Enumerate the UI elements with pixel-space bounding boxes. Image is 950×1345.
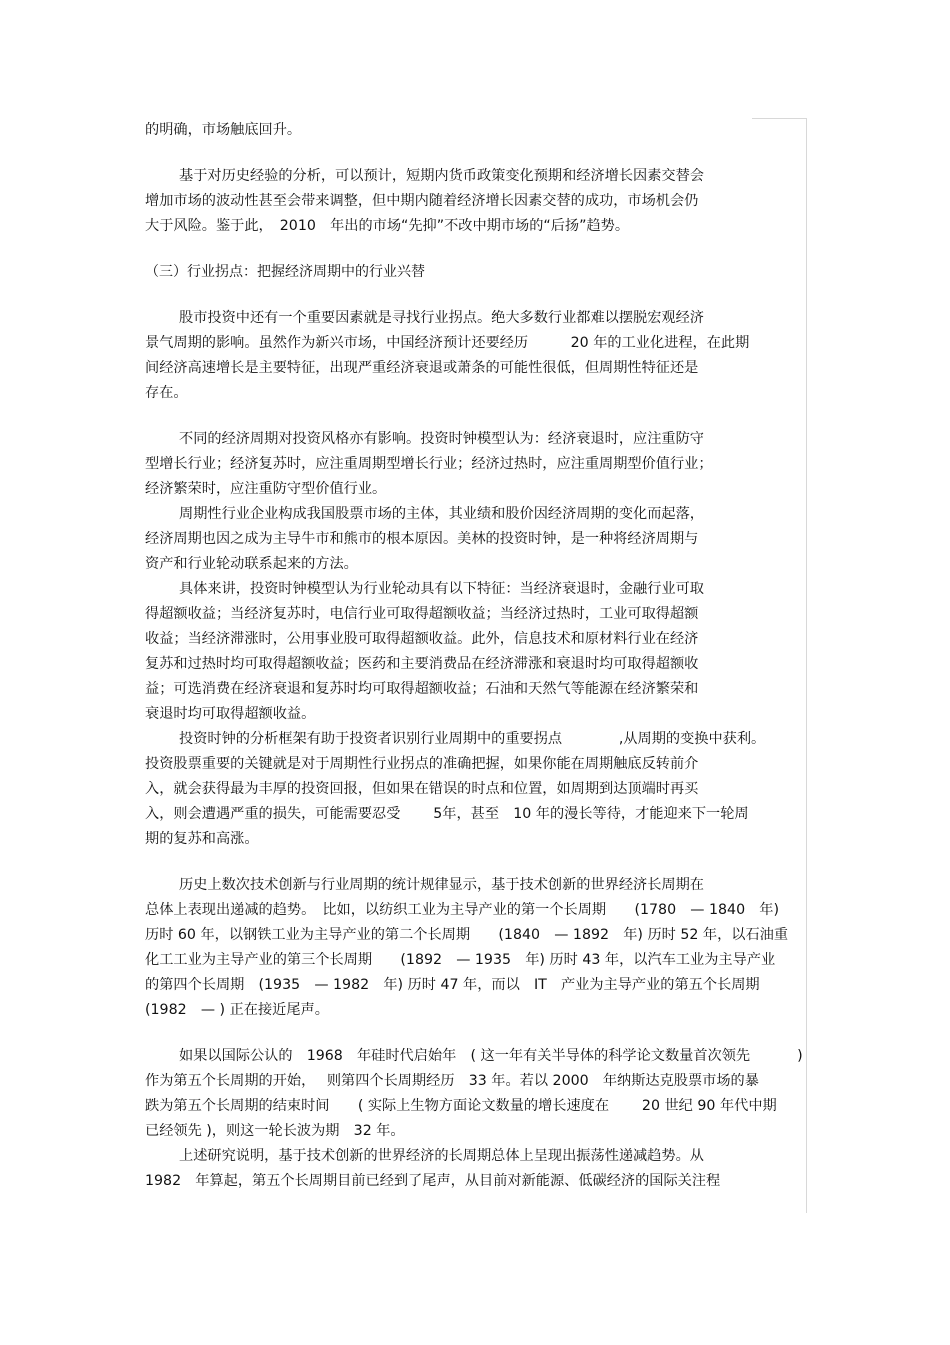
text-line: (1982 — ) 正在接近尾声。 — [145, 1002, 329, 1018]
text-line: 得超额收益；当经济复苏时，电信行业可取得超额收益；当经济过热时，工业可取得超额 — [145, 606, 699, 622]
text-line: （三）行业拐点：把握经济周期中的行业兴替 — [145, 264, 425, 280]
text-line: 具体来讲，投资时钟模型认为行业轮动具有以下特征：当经济衰退时，金融行业可取 — [179, 581, 704, 597]
text-line: 1982 年算起，第五个长周期目前已经到了尾声，从目前对新能源、低碳经济的国际关注程 — [145, 1173, 721, 1189]
paragraph — [145, 164, 805, 239]
text-line: 益；可选消费在经济衰退和复苏时均可取得超额收益；石油和天然气等能源在经济繁荣和 — [145, 681, 699, 697]
text-line: 历史上数次技术创新与行业周期的统计规律显示，基于技术创新的世界经济长周期在 — [179, 877, 704, 893]
text-line: 间经济高速增长是主要特征，出现严重经济衰退或萧条的可能性很低，但周期性特征还是 — [145, 360, 699, 376]
paragraph — [145, 502, 805, 577]
paragraph — [145, 1044, 805, 1144]
paragraph-gap — [145, 285, 805, 306]
text-line: 的第四个长周期 (1935 — 1982 年) 历时 47 年，而以 IT 产业为主导产业的第五个长周期 — [145, 977, 760, 993]
paragraph — [145, 118, 805, 143]
text-line: 已经领先 )，则这一轮长波为期 32 年。 — [145, 1123, 405, 1139]
text-line: 复苏和过热时均可取得超额收益；医药和主要消费品在经济滞涨和衰退时均可取得超额收 — [145, 656, 699, 672]
paragraph-gap — [145, 406, 805, 427]
text-line: 股市投资中还有一个重要因素就是寻找行业拐点。绝大多数行业都难以摆脱宏观经济 — [179, 310, 704, 326]
text-line: 化工工业为主导产业的第三个长周期 (1892 — 1935 年) 历时 43 年，以汽车工业为主导产业 — [145, 952, 776, 968]
paragraph — [145, 727, 805, 852]
paragraph-gap — [145, 852, 805, 873]
paragraph-gap — [145, 1023, 805, 1044]
text-line: 经济周期也因之成为主导牛市和熊市的根本原因。美林的投资时钟，是一种将经济周期与 — [145, 531, 699, 547]
text-line: 入，就会获得最为丰厚的投资回报，但如果在错误的时点和位置，如周期到达顶端时再买 — [145, 781, 699, 797]
text-line: 大于风险。鉴于此， 2010 年出的市场“先抑”不改中期市场的“后扬”趋势。 — [145, 218, 630, 234]
text-line: 上述研究说明，基于技术创新的世界经济的长周期总体上呈现出振荡性递减趋势。从 — [179, 1148, 704, 1164]
document-body — [145, 118, 805, 1194]
text-line: 如果以国际公认的 1968 年硅时代启始年 ( 这一年有关半导体的科学论文数量首次领先 ) — [179, 1048, 803, 1064]
text-line: 作为第五个长周期的开始， 则第四个长周期经历 33 年。若以 2000 年纳斯达克股票市场的暴 — [145, 1073, 759, 1089]
paragraph — [145, 873, 805, 1023]
text-line: 投资股票重要的关键就是对于周期性行业拐点的准确把握，如果你能在周期触底反转前介 — [145, 756, 699, 772]
text-line: 经济繁荣时，应注重防守型价值行业。 — [145, 481, 387, 497]
text-line: 衰退时均可取得超额收益。 — [145, 706, 316, 722]
text-line: 期的复苏和高涨。 — [145, 831, 259, 847]
text-line: 景气周期的影响。虽然作为新兴市场，中国经济预计还要经历 20 年的工业化进程，在此期 — [145, 335, 750, 351]
text-line: 历时 60 年，以钢铁工业为主导产业的第二个长周期 (1840 — 1892 年) 历时 52 年，以石油重 — [145, 927, 789, 943]
text-line: 不同的经济周期对投资风格亦有影响。投资时钟模型认为：经济衰退时，应注重防守 — [179, 431, 704, 447]
page-border-right — [806, 118, 807, 1213]
text-line: 资产和行业轮动联系起来的方法。 — [145, 556, 358, 572]
text-line: 基于对历史经验的分析，可以预计，短期内货币政策变化预期和经济增长因素交替会 — [179, 168, 704, 184]
paragraph — [145, 577, 805, 727]
text-line: 总体上表现出递减的趋势。 比如，以纺织工业为主导产业的第一个长周期 (1780 — 1840 年) — [145, 902, 780, 918]
text-line: 跌为第五个长周期的结束时间 ( 实际上生物方面论文数量的增长速度在 20 世纪 90 年代中期 — [145, 1098, 777, 1114]
paragraph — [145, 427, 805, 502]
text-line: 的明确，市场触底回升。 — [145, 122, 302, 138]
text-line: 增加市场的波动性甚至会带来调整，但中期内随着经济增长因素交替的成功，市场机会仍 — [145, 193, 699, 209]
text-line: 投资时钟的分析框架有助于投资者识别行业周期中的重要拐点 ,从周期的变换中获利。 — [179, 731, 766, 747]
paragraph — [145, 1144, 805, 1194]
paragraph-gap — [145, 239, 805, 260]
paragraph — [145, 306, 805, 406]
text-line: 入，则会遭遇严重的损失，可能需要忍受 5年，甚至 10 年的漫长等待，才能迎来下一轮周 — [145, 806, 749, 822]
section-heading — [145, 260, 805, 285]
text-line: 周期性行业企业构成我国股票市场的主体，其业绩和股价因经济周期的变化而起落， — [179, 506, 704, 522]
text-line: 收益；当经济滞涨时，公用事业股可取得超额收益。此外，信息技术和原材料行业在经济 — [145, 631, 699, 647]
paragraph-gap — [145, 143, 805, 164]
text-line: 存在。 — [145, 385, 188, 401]
text-line: 型增长行业；经济复苏时，应注重周期型增长行业；经济过热时，应注重周期型价值行业； — [145, 456, 713, 472]
